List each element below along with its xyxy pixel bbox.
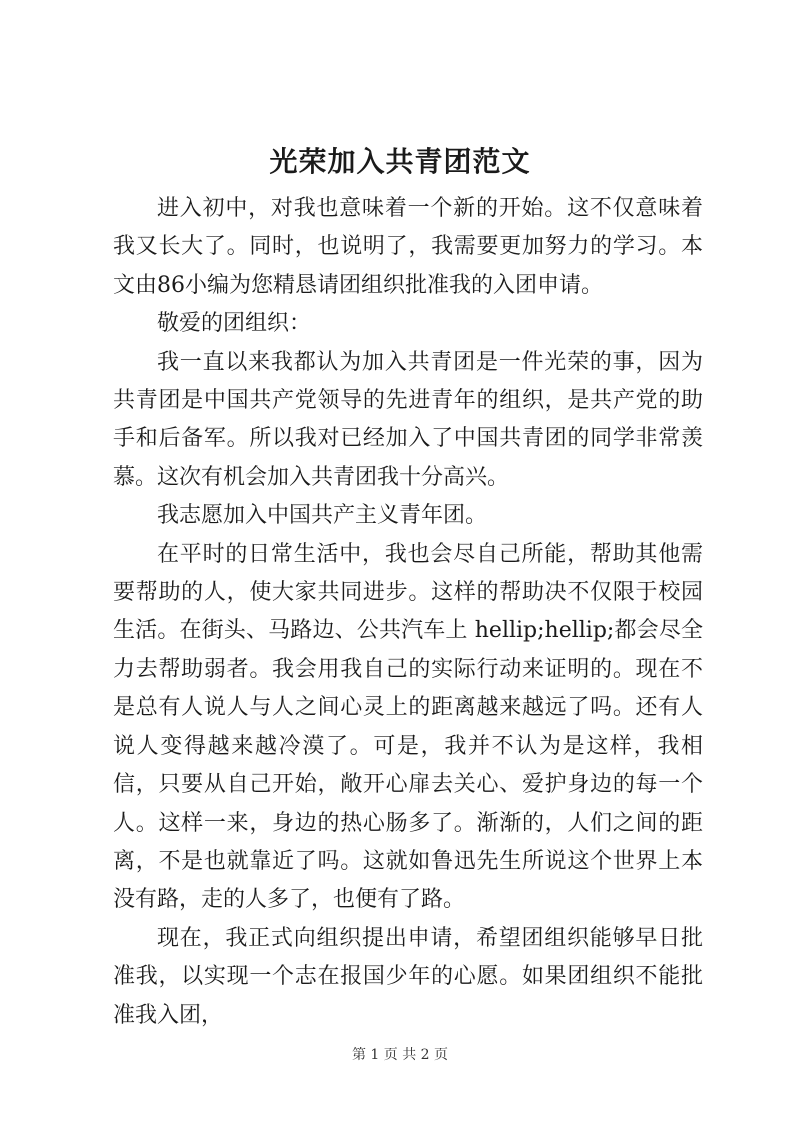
- paragraph-intro: 进入初中，对我也意味着一个新的开始。这不仅意味着我又长大了。同时，也说明了，我需要更加努力的学习。本文由86小编为您精恳请团组织批准我的入团申请。: [113, 196, 703, 298]
- page-title: 光荣加入共青团范文: [269, 145, 531, 178]
- paragraph-salutation: 敬爱的团组织：: [157, 311, 312, 337]
- paragraph-daily-life: 在平时的日常生活中，我也会尽自己所能，帮助其他需要帮助的人，使大家共同进步。这样的帮助决不仅限于校园生活。在街头、马路边、公共汽车上 hellip;hellip;都会尽全力去帮助弱者。我会用我自己的实际行动来证明的。现在不是总有人说人与人之间心灵上的距离越来越远了吗。还有人说人变得越来越冷漠了。可是，我并不认为是这样，我相信，只要从自己开始，敞开心扉去关心、爱护身边的每一个人。这样一来，身边的热心肠多了。渐渐的，人们之间的距离，不是也就靠近了吗。这就如鲁迅先生所说这个世界上本没有路，走的人多了，也便有了路。: [113, 541, 703, 913]
- paragraph-application: 现在，我正式向组织提出申请，希望团组织能够早日批准我，以实现一个志在报国少年的心愿。如果团组织不能批准我入团，: [113, 925, 703, 1028]
- page-number-footer: 第 1 页 共 2 页: [351, 1047, 449, 1063]
- paragraph-volunteer: 我志愿加入中国共产主义青年团。: [157, 503, 488, 529]
- document-body: [113, 190, 703, 1035]
- paragraph-honor: 我一直以来我都认为加入共青团是一件光荣的事，因为共青团是中国共产党领导的先进青年的组织，是共产党的助手和后备军。所以我对已经加入了中国共青团的同学非常羡慕。这次有机会加入共青团我十分高兴。: [113, 349, 703, 490]
